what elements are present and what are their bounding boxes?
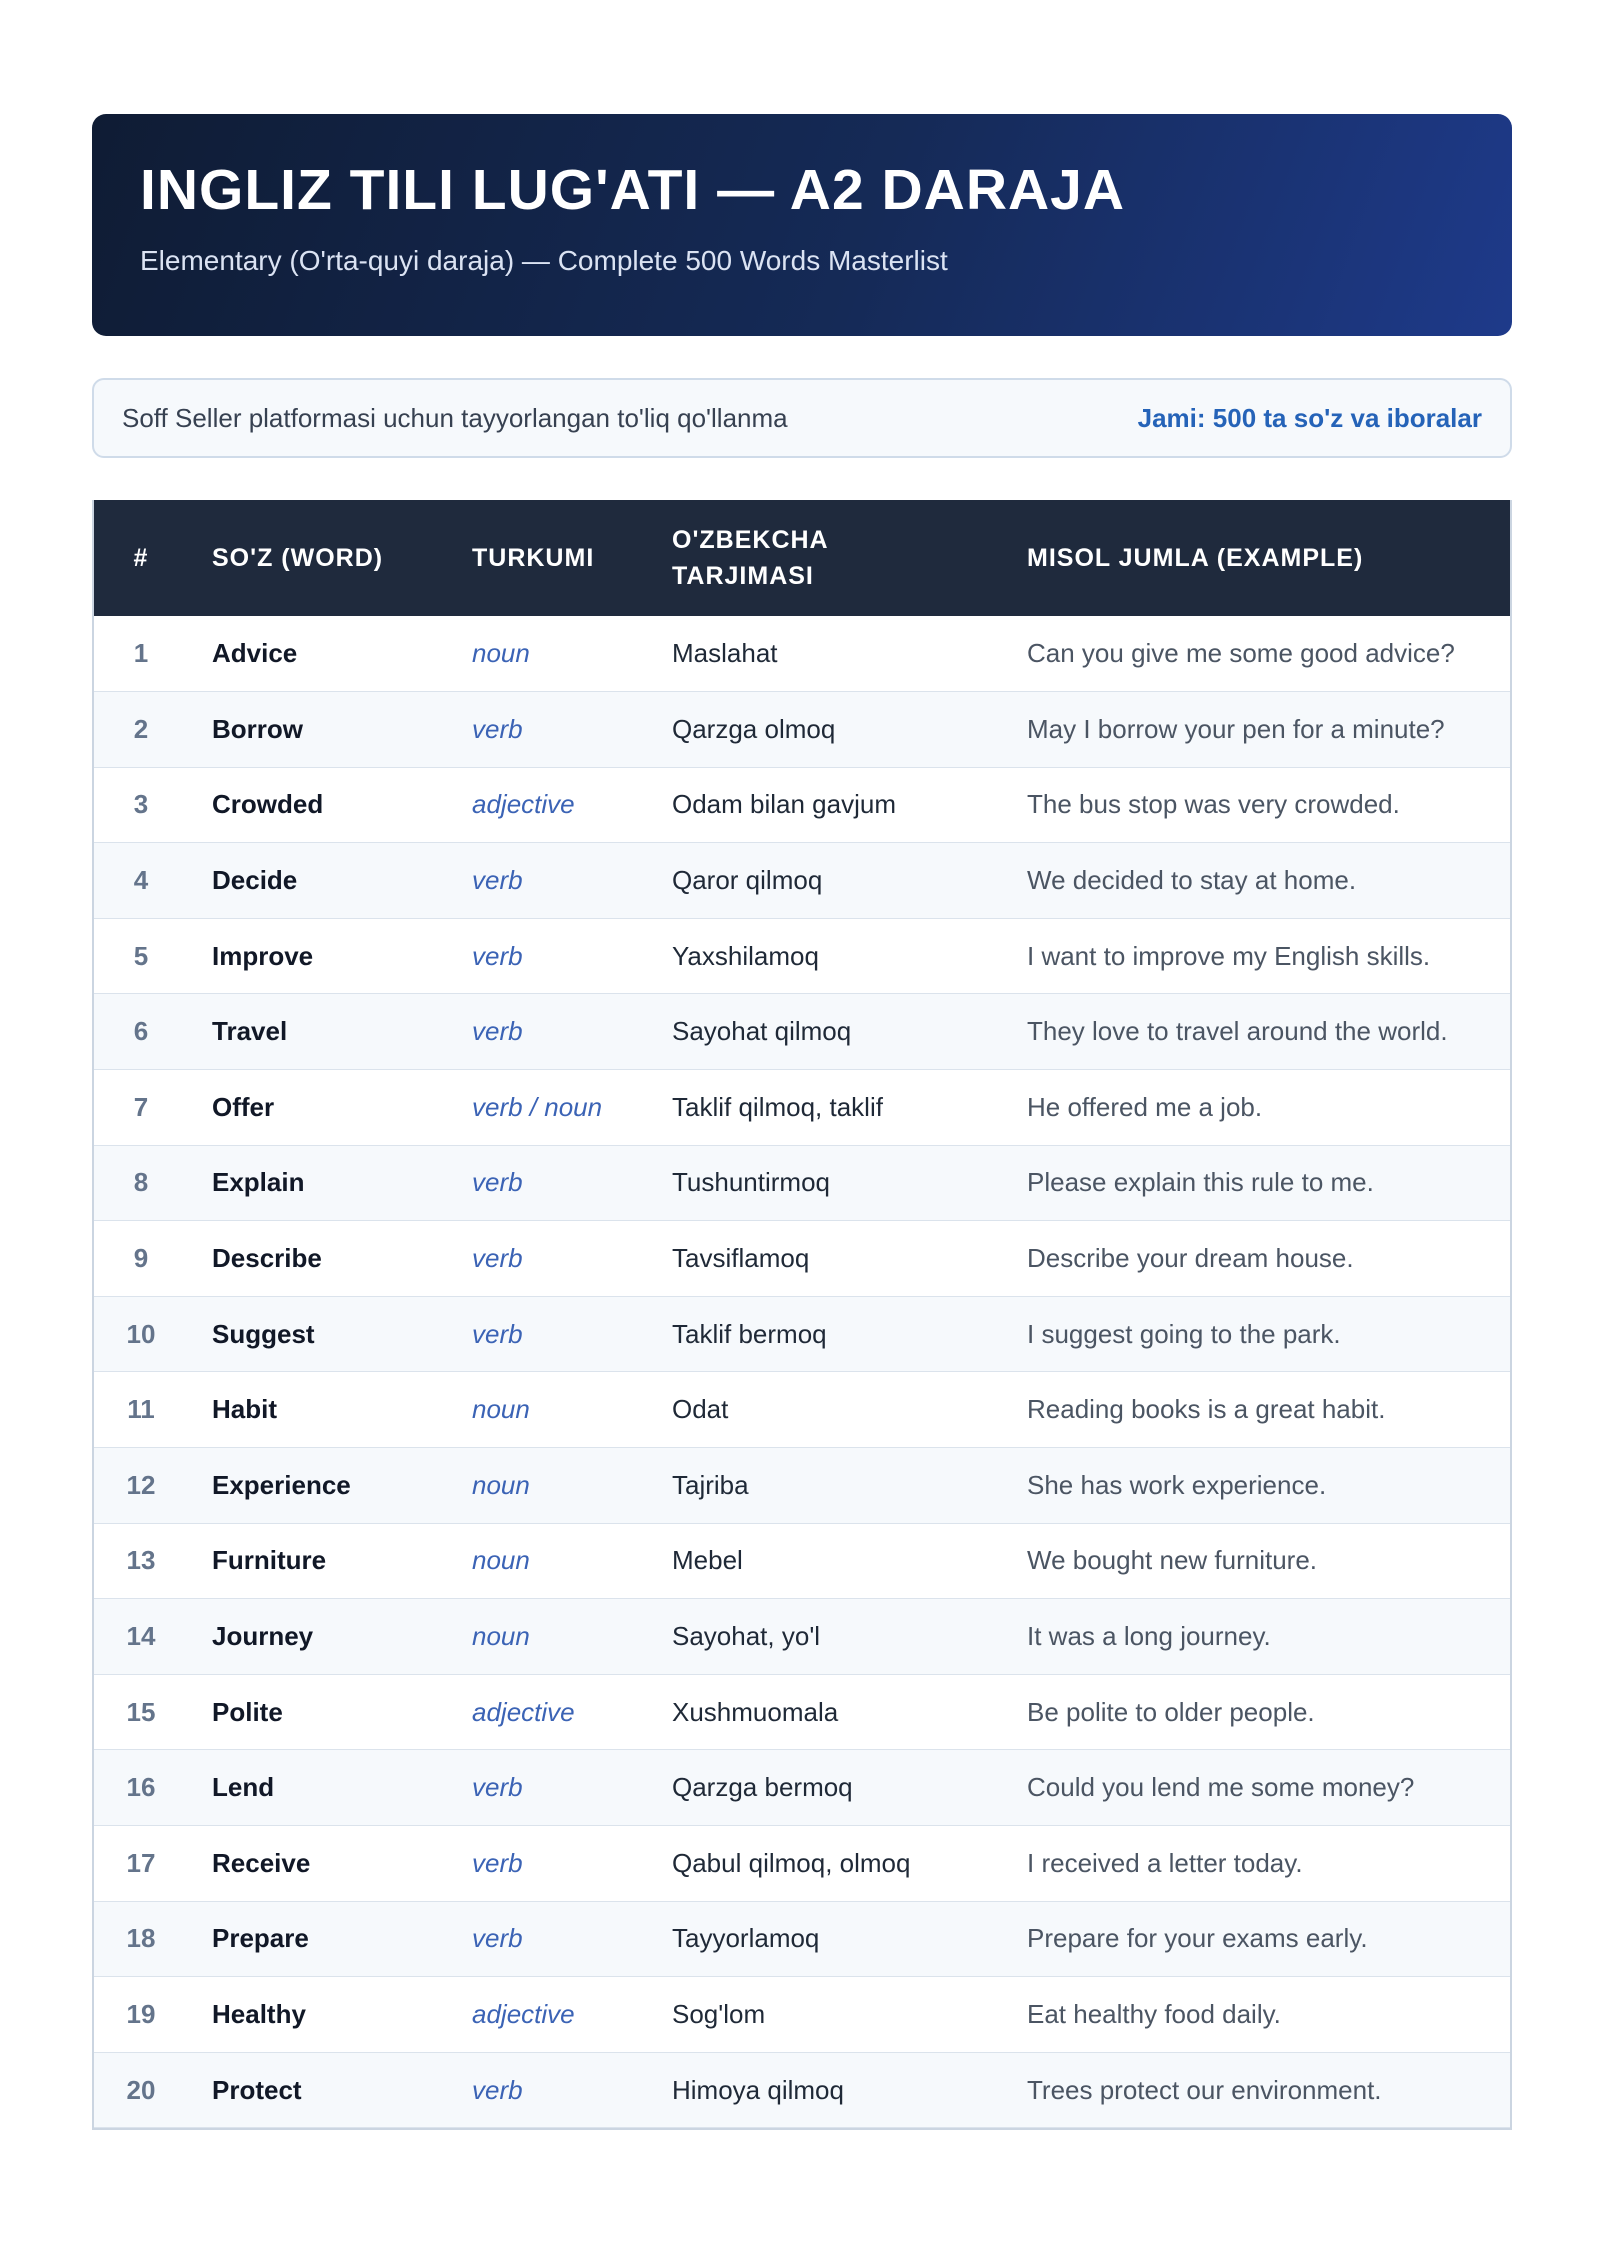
table-row bbox=[94, 1448, 1510, 1524]
vocabulary-table bbox=[94, 500, 1510, 2128]
word-cell: Offer bbox=[212, 1091, 275, 1122]
example-cell: It was a long journey. bbox=[1027, 1621, 1271, 1652]
part-of-speech-cell: noun bbox=[472, 638, 530, 669]
translation-cell: Mebel bbox=[672, 1545, 743, 1576]
word-cell: Experience bbox=[212, 1469, 351, 1500]
example-cell: The bus stop was very crowded. bbox=[1027, 789, 1400, 820]
word-cell: Furniture bbox=[212, 1545, 327, 1576]
example-cell: We decided to stay at home. bbox=[1027, 865, 1357, 896]
translation-cell: Odat bbox=[672, 1394, 729, 1425]
table-row bbox=[94, 1523, 1510, 1599]
part-of-speech-cell: verb bbox=[472, 1016, 523, 1047]
part-of-speech-cell: verb bbox=[472, 865, 523, 896]
example-cell: I want to improve my English skills. bbox=[1027, 940, 1431, 971]
word-cell: Protect bbox=[212, 2074, 302, 2105]
part-of-speech-cell: verb bbox=[472, 1167, 523, 1198]
translation-cell: Tavsiflamoq bbox=[672, 1243, 810, 1274]
translation-cell: Himoya qilmoq bbox=[672, 2074, 844, 2105]
word-cell: Lend bbox=[212, 1772, 275, 1803]
row-number: 7 bbox=[133, 1091, 149, 1122]
part-of-speech-cell: verb bbox=[472, 2074, 523, 2105]
example-cell: Please explain this rule to me. bbox=[1027, 1167, 1374, 1198]
word-cell: Receive bbox=[212, 1847, 311, 1878]
table-row bbox=[94, 1145, 1510, 1221]
row-number: 5 bbox=[133, 940, 149, 971]
example-cell: I suggest going to the park. bbox=[1027, 1318, 1341, 1349]
part-of-speech-cell: verb bbox=[472, 1772, 523, 1803]
table-row bbox=[94, 1674, 1510, 1750]
row-number: 4 bbox=[133, 865, 149, 896]
word-cell: Healthy bbox=[212, 1998, 306, 2029]
translation-cell: Qarzga olmoq bbox=[672, 713, 836, 744]
translation-cell: Sog'lom bbox=[672, 1998, 766, 2029]
word-cell: Describe bbox=[212, 1243, 322, 1274]
example-cell: He offered me a job. bbox=[1027, 1091, 1263, 1122]
row-number: 16 bbox=[126, 1772, 156, 1803]
info-total-count: Jami: 500 ta so'z va iboralar bbox=[1137, 402, 1482, 433]
word-cell: Decide bbox=[212, 865, 298, 896]
word-cell: Prepare bbox=[212, 1923, 309, 1954]
info-bar bbox=[92, 378, 1512, 458]
row-number: 8 bbox=[133, 1167, 149, 1198]
part-of-speech-cell: adjective bbox=[472, 789, 575, 820]
row-number: 2 bbox=[133, 713, 149, 744]
table-body bbox=[94, 616, 1510, 2128]
row-number: 11 bbox=[127, 1394, 155, 1425]
table-row bbox=[94, 767, 1510, 843]
example-cell: She has work experience. bbox=[1027, 1469, 1327, 1500]
table-row bbox=[94, 1599, 1510, 1675]
example-cell: Can you give me some good advice? bbox=[1027, 638, 1455, 669]
page-title: INGLIZ TILI LUG'ATI — A2 DARAJA bbox=[140, 158, 1126, 222]
column-header-number: # bbox=[133, 543, 149, 572]
table-row bbox=[94, 994, 1510, 1070]
page-subtitle: Elementary (O'rta-quyi daraja) — Complete 500 Words Masterlist bbox=[140, 245, 948, 276]
translation-cell: Qaror qilmoq bbox=[672, 865, 823, 896]
table-row bbox=[94, 1296, 1510, 1372]
part-of-speech-cell: adjective bbox=[472, 1998, 575, 2029]
row-number: 6 bbox=[133, 1016, 149, 1047]
example-cell: Prepare for your exams early. bbox=[1027, 1923, 1368, 1954]
table-row bbox=[94, 2052, 1510, 2128]
translation-cell: Tayyorlamoq bbox=[672, 1923, 820, 1954]
table-row bbox=[94, 1070, 1510, 1146]
part-of-speech-cell: verb / noun bbox=[472, 1091, 603, 1122]
translation-cell: Maslahat bbox=[672, 638, 778, 669]
word-cell: Suggest bbox=[212, 1318, 315, 1349]
table-header-row bbox=[94, 500, 1510, 616]
column-header-translation: O'ZBEKCHA TARJIMASI bbox=[672, 525, 828, 590]
word-cell: Habit bbox=[212, 1394, 277, 1425]
table-row bbox=[94, 1221, 1510, 1297]
info-description: Soff Seller platformasi uchun tayyorlangan to'liq qo'llanma bbox=[122, 402, 788, 433]
translation-cell: Tushuntirmoq bbox=[672, 1167, 830, 1198]
row-number: 1 bbox=[133, 638, 149, 669]
row-number: 13 bbox=[126, 1545, 156, 1576]
part-of-speech-cell: verb bbox=[472, 1243, 523, 1274]
part-of-speech-cell: verb bbox=[472, 1318, 523, 1349]
row-number: 18 bbox=[126, 1923, 156, 1954]
translation-cell: Yaxshilamoq bbox=[672, 940, 819, 971]
part-of-speech-cell: verb bbox=[472, 940, 523, 971]
row-number: 19 bbox=[126, 1998, 156, 2029]
row-number: 12 bbox=[126, 1469, 156, 1500]
table-row bbox=[94, 918, 1510, 994]
translation-cell: Sayohat qilmoq bbox=[672, 1016, 852, 1047]
word-cell: Polite bbox=[212, 1696, 283, 1727]
part-of-speech-cell: noun bbox=[472, 1394, 530, 1425]
example-cell: Eat healthy food daily. bbox=[1027, 1998, 1281, 2029]
row-number: 15 bbox=[126, 1696, 156, 1727]
row-number: 9 bbox=[133, 1243, 149, 1274]
row-number: 14 bbox=[126, 1621, 156, 1652]
table-row bbox=[94, 692, 1510, 768]
part-of-speech-cell: verb bbox=[472, 713, 523, 744]
table-row bbox=[94, 843, 1510, 919]
table-row bbox=[94, 1826, 1510, 1902]
table-row bbox=[94, 616, 1510, 692]
translation-cell: Qabul qilmoq, olmoq bbox=[672, 1847, 911, 1878]
part-of-speech-cell: verb bbox=[472, 1923, 523, 1954]
row-number: 17 bbox=[126, 1847, 156, 1878]
part-of-speech-cell: noun bbox=[472, 1469, 530, 1500]
translation-cell: Tajriba bbox=[672, 1469, 749, 1500]
part-of-speech-cell: noun bbox=[472, 1545, 530, 1576]
part-of-speech-cell: verb bbox=[472, 1847, 523, 1878]
word-cell: Travel bbox=[212, 1016, 288, 1047]
example-cell: Reading books is a great habit. bbox=[1027, 1394, 1386, 1425]
translation-cell: Taklif bermoq bbox=[672, 1318, 827, 1349]
row-number: 3 bbox=[133, 789, 149, 820]
translation-cell: Odam bilan gavjum bbox=[672, 789, 896, 820]
translation-cell: Qarzga bermoq bbox=[672, 1772, 853, 1803]
table-row bbox=[94, 1750, 1510, 1826]
document-page bbox=[92, 114, 1512, 2130]
example-cell: Trees protect our environment. bbox=[1027, 2074, 1382, 2105]
part-of-speech-cell: noun bbox=[472, 1621, 530, 1652]
example-cell: I received a letter today. bbox=[1027, 1847, 1303, 1878]
word-cell: Improve bbox=[212, 940, 314, 971]
translation-cell: Taklif qilmoq, taklif bbox=[672, 1091, 883, 1122]
table-row bbox=[94, 1901, 1510, 1977]
example-cell: Describe your dream house. bbox=[1027, 1243, 1354, 1274]
row-number: 20 bbox=[126, 2074, 156, 2105]
table-row bbox=[94, 1372, 1510, 1448]
word-cell: Explain bbox=[212, 1167, 305, 1198]
word-cell: Borrow bbox=[212, 713, 303, 744]
word-cell: Crowded bbox=[212, 789, 324, 820]
row-number: 10 bbox=[126, 1318, 156, 1349]
example-cell: Could you lend me some money? bbox=[1027, 1772, 1415, 1803]
part-of-speech-cell: adjective bbox=[472, 1696, 575, 1727]
word-cell: Advice bbox=[212, 638, 298, 669]
example-cell: Be polite to older people. bbox=[1027, 1696, 1315, 1727]
vocabulary-table-container bbox=[92, 500, 1512, 2130]
table-row bbox=[94, 1977, 1510, 2053]
header-banner bbox=[92, 114, 1512, 336]
example-cell: May I borrow your pen for a minute? bbox=[1027, 713, 1445, 744]
example-cell: They love to travel around the world. bbox=[1027, 1016, 1448, 1047]
column-header-word: SO'Z (WORD) bbox=[212, 543, 384, 572]
word-cell: Journey bbox=[212, 1621, 314, 1652]
translation-cell: Xushmuomala bbox=[672, 1696, 839, 1727]
translation-cell: Sayohat, yo'l bbox=[672, 1621, 821, 1652]
column-header-part-of-speech: TURKUMI bbox=[472, 543, 595, 572]
example-cell: We bought new furniture. bbox=[1027, 1545, 1318, 1576]
column-header-example: MISOL JUMLA (EXAMPLE) bbox=[1027, 543, 1364, 572]
